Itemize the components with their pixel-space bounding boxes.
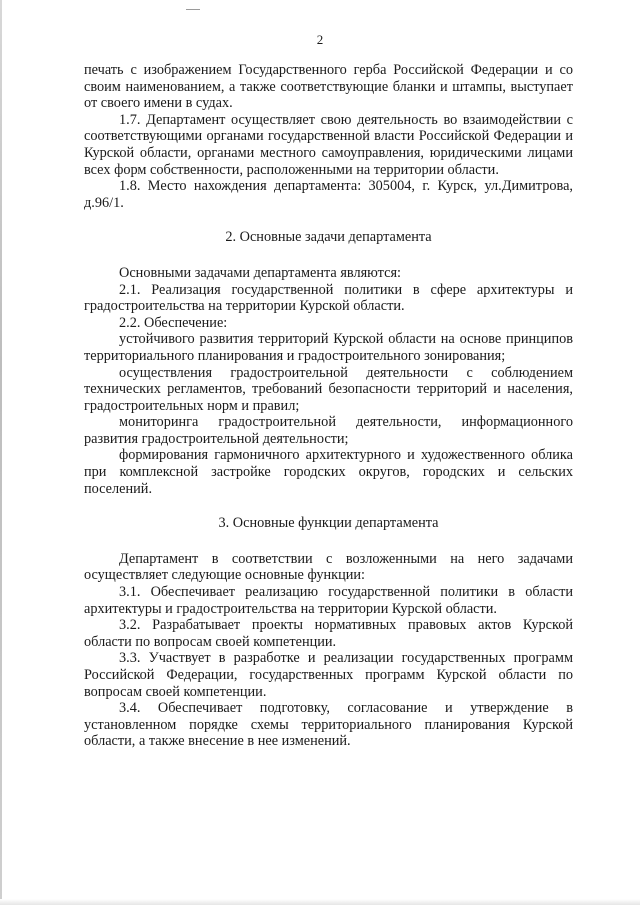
page-number: 2	[316, 32, 324, 47]
section-2-heading: 2. Основные задачи департамента	[225, 229, 432, 246]
list-item: мониторинга градостроительной деятельности, информационного развития градостроительной деятельности;	[84, 414, 573, 447]
document-body	[84, 62, 573, 750]
paragraph-continuation: печать с изображением Государственного герба Российской Федерации и со своим наименованием, а также соответствующие бланки и штампы, выступает от своего имени в судах.	[84, 62, 573, 112]
paragraph-1-8: 1.8. Место нахождения департамента: 305004, г. Курск, ул.Димитрова, д.96/1.	[84, 178, 573, 211]
paragraph-2-1: 2.1. Реализация государственной политики в сфере архитектуры и градостроительства на территории Курской области.	[84, 281, 573, 315]
paragraph-2-2: 2.2. Обеспечение:	[119, 314, 228, 331]
paragraph-1-7: 1.7. Департамент осуществляет свою деятельность во взаимодействии с соответствующими органами государственной власти Российской Федерации и Курской области, органами местного самоуправления, юридическими лицами всех форм собственности, расположенными на территории области.	[84, 111, 573, 178]
scan-edge-left	[0, 0, 2, 905]
list-item: формирования гармоничного архитектурного и художественного облика при комплексной застройке городских округов, городских и сельских поселений.	[84, 447, 573, 497]
section-2-lead: Основными задачами департамента являются:	[119, 264, 401, 281]
list-item: устойчивого развития территорий Курской области на основе принципов территориального планирования и градостроительного зонирования;	[84, 331, 573, 364]
paragraph-3-1: 3.1. Обеспечивает реализацию государственной политики в области архитектуры и градостроительства на территории Курской области.	[84, 584, 573, 617]
scan-edge-bottom	[0, 899, 640, 905]
list-item: осуществления градостроительной деятельности с соблюдением технических регламентов, требований безопасности территорий и населения, градостроительных норм и правил;	[84, 364, 573, 414]
paragraph-3-2: 3.2. Разрабатывает проекты нормативных правовых актов Курской области по вопросам своей компетенции.	[84, 617, 573, 650]
section-3-lead: Департамент в соответствии с возложенными на него задачами осуществляет следующие основные функции:	[84, 550, 573, 584]
section-3-heading: 3. Основные функции департамента	[218, 515, 439, 532]
paragraph-3-3: 3.3. Участвует в разработке и реализации государственных программ Российской Федерации, государственных программ Курской области по вопросам своей компетенции.	[84, 650, 573, 700]
scan-mark	[186, 9, 200, 10]
paragraph-3-4: 3.4. Обеспечивает подготовку, согласование и утверждение в установленном порядке схемы территориального планирования Курской области, а также внесение в нее изменений.	[84, 700, 573, 750]
